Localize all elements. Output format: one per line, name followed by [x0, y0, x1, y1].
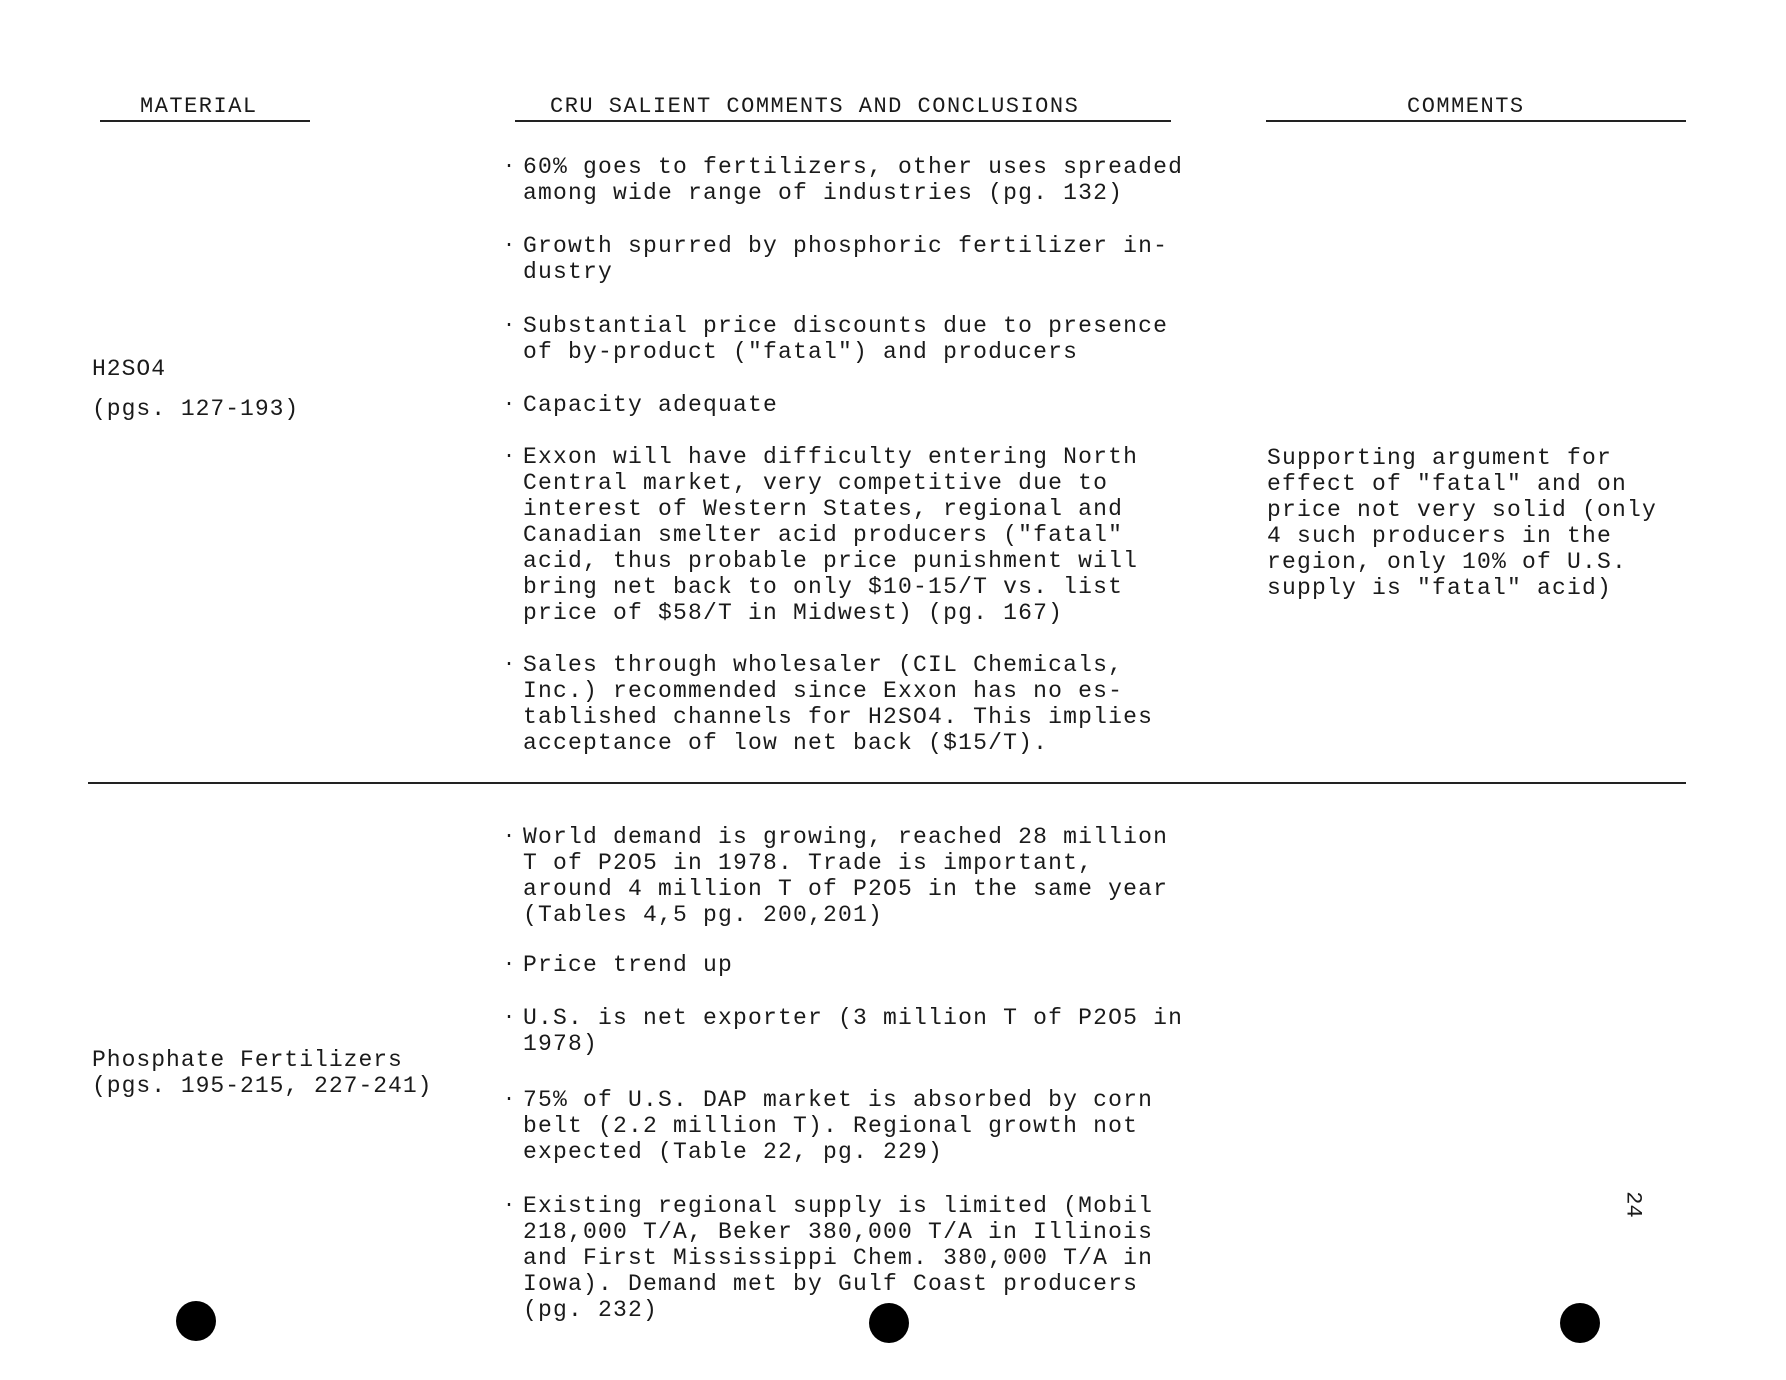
bullet-dot-icon: ·: [503, 393, 517, 416]
bullet-dot-icon: ·: [503, 825, 517, 848]
h2so4-bullet-5-text: Exxon will have difficulty entering North Central market, very competitive due to interest of Western States, regional and Canadian smelter acid producers ("fatal" acid, thus probable price punishment will bring net back to only $10-15/T vs. list price of $58/T in Midwest) (pg. 167): [523, 444, 1139, 626]
bullet-dot-icon: ·: [503, 314, 517, 337]
h2so4-bullet-2-text: Growth spurred by phosphoric fertilizer in- dustry: [523, 233, 1169, 285]
section-divider: [88, 782, 1686, 784]
bullet-dot-icon: ·: [503, 1088, 517, 1111]
page-number: 24: [1620, 1191, 1646, 1218]
h2so4-bullet-3: [503, 313, 1263, 365]
h2so4-bullet-5: [503, 444, 1263, 626]
bullet-dot-icon: ·: [503, 155, 517, 178]
punch-hole-center: [869, 1303, 909, 1343]
header-material: MATERIAL: [140, 94, 258, 119]
h2so4-bullet-3-text: Substantial price discounts due to presence of by-product ("fatal") and producers: [523, 313, 1169, 365]
phosphate-bullet-1-text: World demand is growing, reached 28 million T of P2O5 in 1978. Trade is important, around 4 million T of P2O5 in the same year (Tables 4,5 pg. 200,201): [523, 824, 1169, 928]
phosphate-bullet-2: [503, 952, 1263, 978]
material-h2so4-name: H2SO4: [92, 356, 167, 382]
h2so4-bullet-4-text: Capacity adequate: [523, 392, 779, 418]
phosphate-bullet-2-text: Price trend up: [523, 952, 734, 978]
phosphate-bullet-5-text: Existing regional supply is limited (Mobil 218,000 T/A, Beker 380,000 T/A in Illinois and First Mississippi Chem. 380,000 T/A in Iowa). Demand met by Gulf Coast producers (pg. 232): [523, 1193, 1154, 1323]
punch-hole-left: [176, 1301, 216, 1341]
h2so4-bullet-2: [503, 233, 1263, 285]
phosphate-bullet-4-text: 75% of U.S. DAP market is absorbed by corn belt (2.2 million T). Regional growth not expected (Table 22, pg. 229): [523, 1087, 1154, 1165]
phosphate-bullet-3-text: U.S. is net exporter (3 million T of P2O5 in 1978): [523, 1005, 1184, 1057]
phosphate-bullet-3: [503, 1005, 1263, 1057]
phosphate-bullet-4: [503, 1087, 1263, 1165]
header-cru-underline: [515, 120, 1171, 122]
h2so4-bullet-4: [503, 392, 1263, 418]
bullet-dot-icon: ·: [503, 1006, 517, 1029]
material-phosphate-pages: (pgs. 195-215, 227-241): [92, 1073, 433, 1099]
header-comments-underline: [1266, 120, 1686, 122]
material-h2so4: [92, 356, 299, 422]
h2so4-comment: Supporting argument for effect of "fatal" and on price not very solid (only 4 such producers in the region, only 10% of U.S. supply is "fatal" acid): [1267, 445, 1658, 601]
h2so4-bullet-1: [503, 154, 1263, 206]
header-cru-comments: CRU SALIENT COMMENTS AND CONCLUSIONS: [550, 94, 1080, 119]
header-comments: COMMENTS: [1407, 94, 1525, 119]
punch-hole-right: [1560, 1303, 1600, 1343]
bullet-dot-icon: ·: [503, 1194, 517, 1217]
bullet-dot-icon: ·: [503, 234, 517, 257]
material-phosphate-name: Phosphate Fertilizers: [92, 1047, 403, 1073]
phosphate-bullet-1: [503, 824, 1263, 928]
bullet-dot-icon: ·: [503, 953, 517, 976]
h2so4-bullet-6: [503, 652, 1263, 756]
material-phosphate: [92, 1047, 432, 1099]
bullet-dot-icon: ·: [503, 653, 517, 676]
header-material-underline: [100, 120, 310, 122]
bullet-dot-icon: ·: [503, 445, 517, 468]
h2so4-bullet-6-text: Sales through wholesaler (CIL Chemicals, Inc.) recommended since Exxon has no es- tablished channels for H2SO4. This implies acceptance of low net back ($15/T).: [523, 652, 1154, 756]
h2so4-bullet-1-text: 60% goes to fertilizers, other uses spreaded among wide range of industries (pg. 132): [523, 154, 1184, 206]
material-h2so4-pages: (pgs. 127-193): [92, 396, 300, 422]
